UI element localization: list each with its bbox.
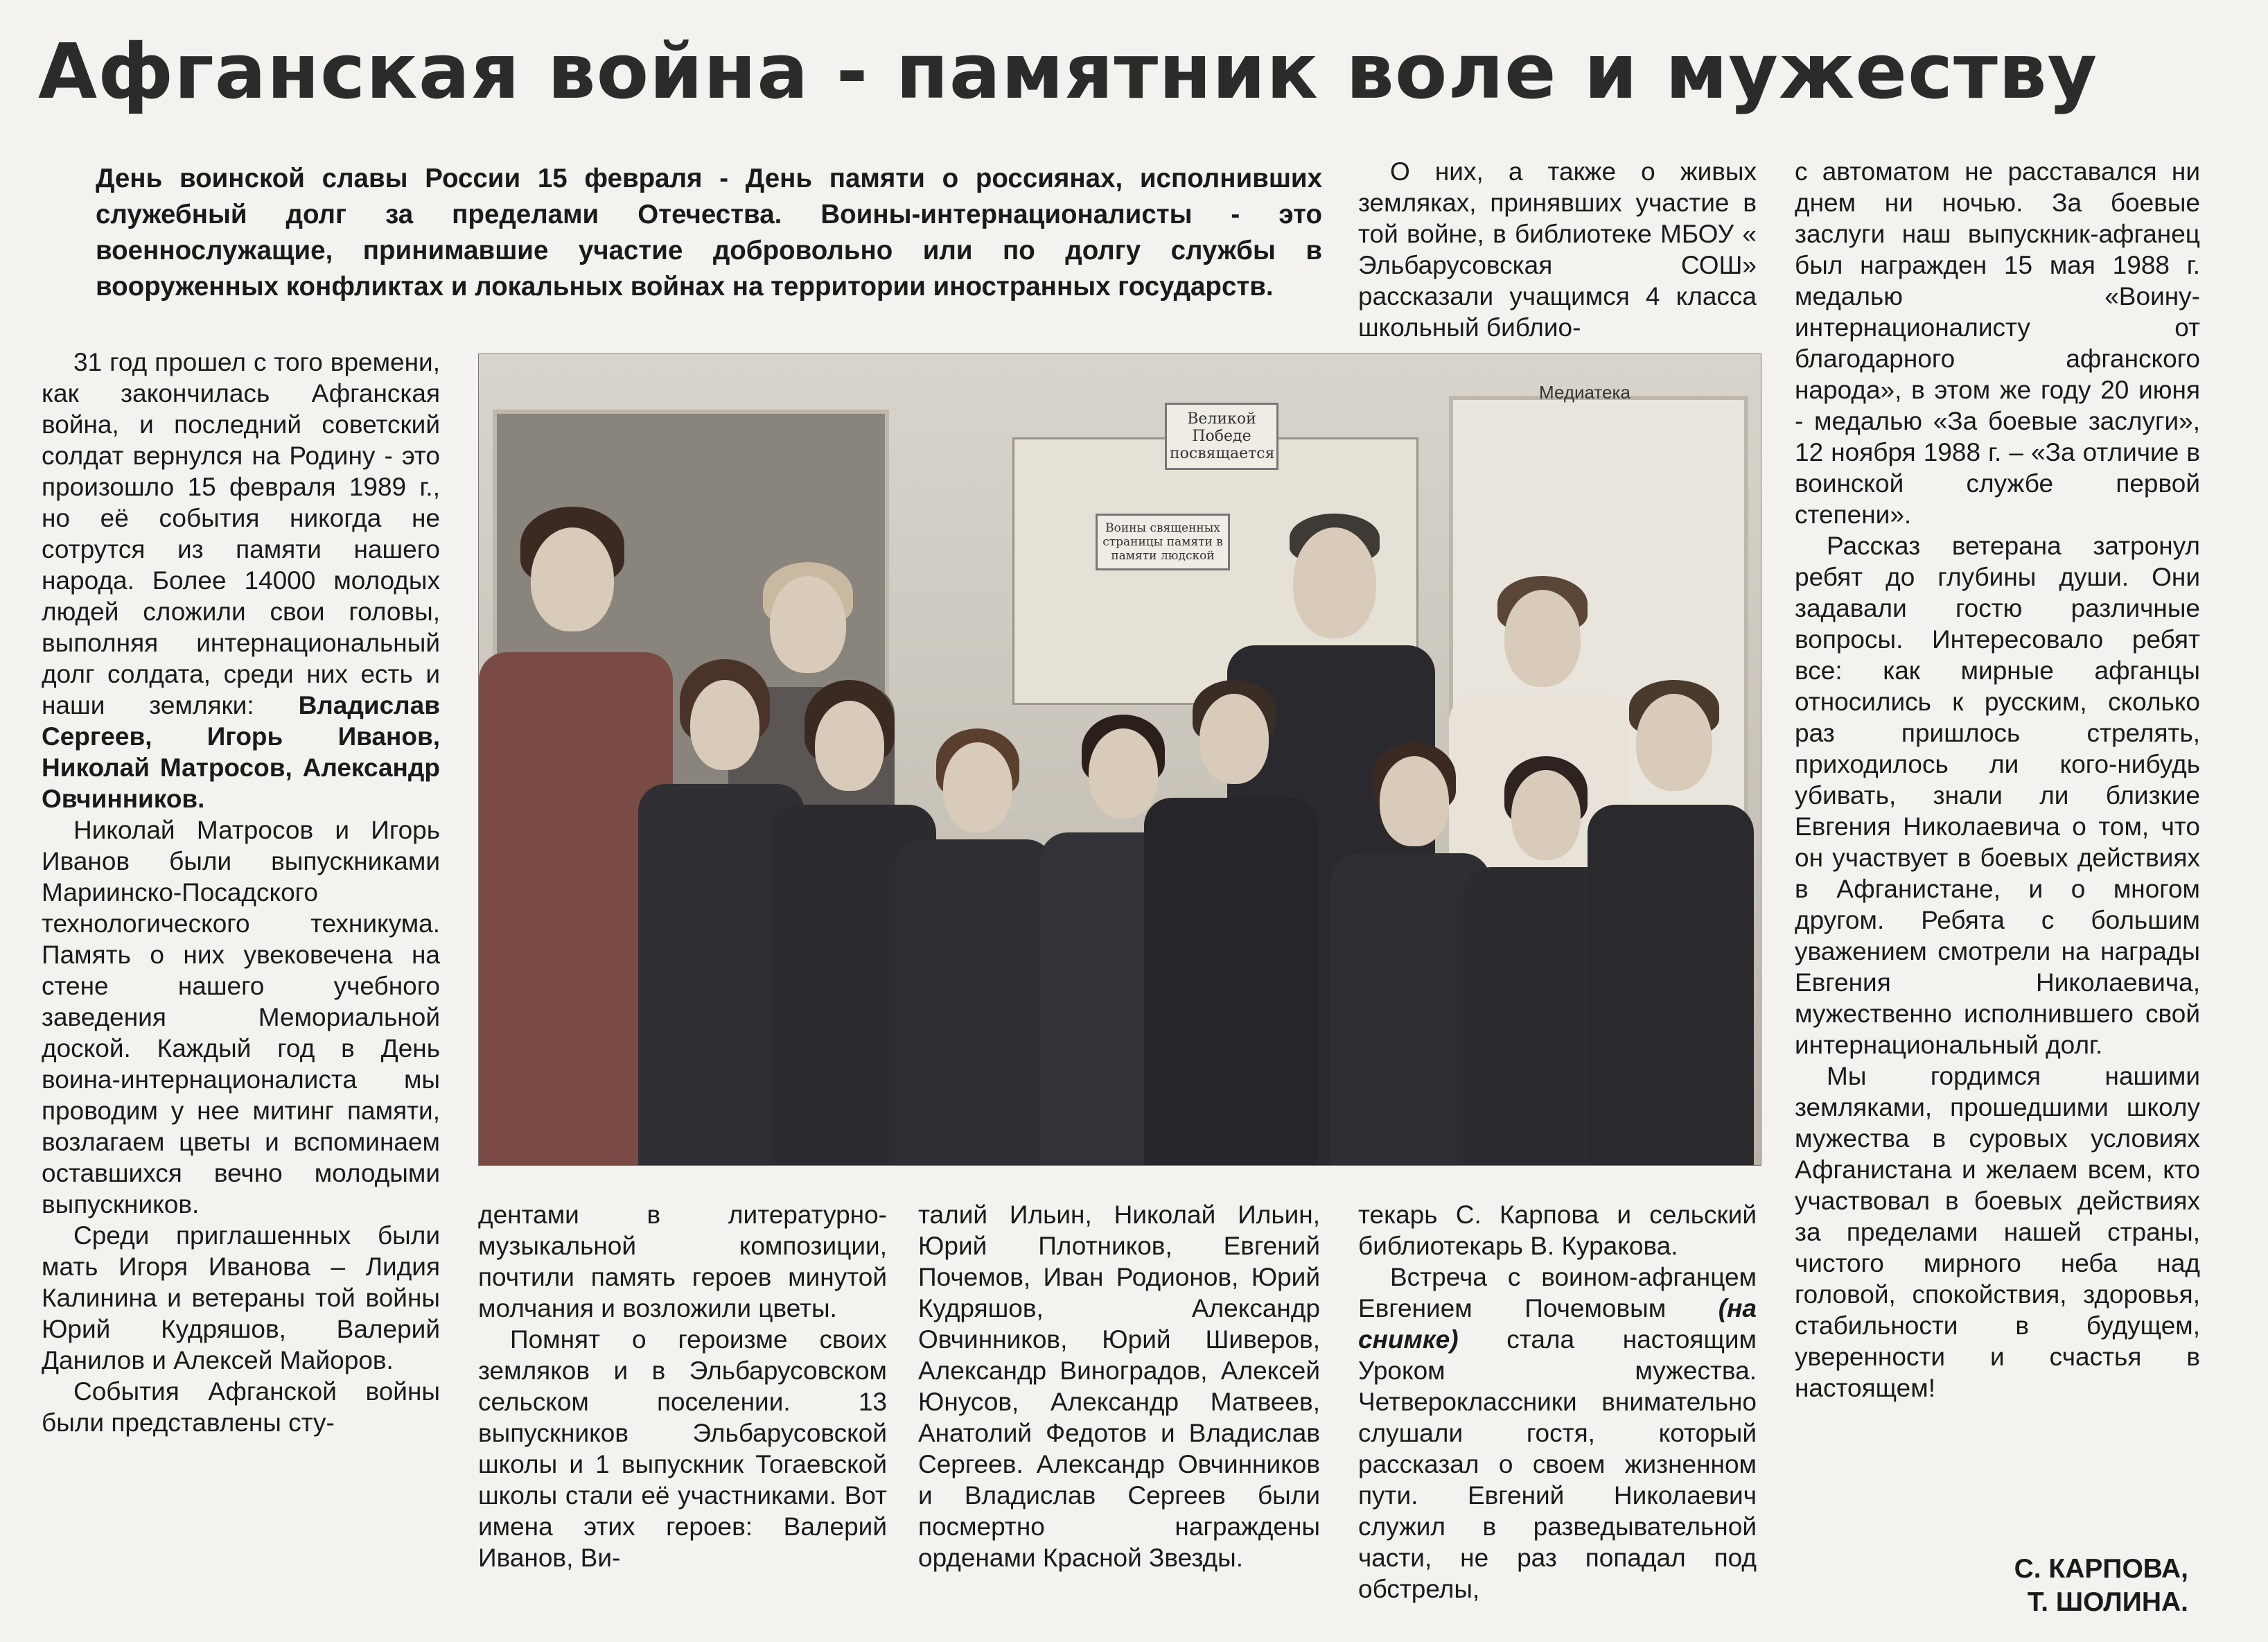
column-4 xyxy=(1358,1199,1757,1605)
column-4-top xyxy=(1358,156,1757,343)
col1-paragraph-1: 31 год прошел с того времени, как закончилась Афганская война, и последний советский солдат вернулся на Родину - это произошло 15 февраля 1989 г., но её события никогда не сотрутся из памяти нашего народа. Более 14000 молодых людей сложили свои головы, выполняя интернациональный долг солдата, среди них есть и наши земляки: Владислав Сергеев, Игорь Иванов, Николай Матросов, Александр Овчинников. xyxy=(42,348,441,813)
photo-sign: Великой Победе посвящается xyxy=(1165,403,1278,470)
photo-book-display: Воины священных страницы памяти в памяти людской xyxy=(1096,514,1230,570)
column-1 xyxy=(42,347,440,1438)
col5-paragraph-1: с автоматом не расставался ни днем ни ночью. За боевые заслуги наш выпускник-афганец был награжден 15 мая 1988 г. медалью «Воину-интернационалисту от благодарного афганского народа», в этом же году 20 июня - медалью «За боевые заслуги», 12 ноября 1988 г. – «За отличие в воинской службе первой степени». xyxy=(1795,157,2200,529)
col4-paragraph-1: текарь С. Карпова и сельский библиотекарь В. Куракова. xyxy=(1358,1200,1757,1260)
col5-paragraph-2: Рассказ ветерана затронул ребят до глубины души. Они задавали гостю различные вопросы. Интересовало ребят все: как мирные афганцы относились к русским, сколько раз пришлось стрелять, приходилось ли кого-нибудь убивать, знали ли близкие Евгения Николаевича о том, что он участвует в боевых действиях в Афганистане, и о многом другом. Ребята с большим уважением смотрели на награды Евгения Николаевича, мужественно исполнившего свой интернациональный долг. xyxy=(1795,532,2200,1059)
col3-paragraph-1: талий Ильин, Николай Ильин, Юрий Плотников, Евгений Почемов, Иван Родионов, Юрий Кудряшов, Александр Овчинников, Юрий Шиверов, Александр Виноградов, Алексей Юнусов, Александр Матвеев, Анатолий Федотов и Владислав Сергеев. Александр Овчинников и Владислав Сергеев были посмертно награждены орденами Красной Звезды. xyxy=(918,1200,1320,1572)
photo-room-label: Медиатека xyxy=(1539,382,1630,403)
col5-paragraph-3: Мы гордимся нашими земляками, прошедшими школу мужества в суровых условиях Афганистана и желаем всем, кто участвовал в боевых действиях за пределами нашей страны, чистого мирного неба над головой, спокойствия, здоровья, стабильности в будущем, уверенности и счастья в настоящем! xyxy=(1795,1062,2200,1402)
column-2 xyxy=(478,1199,887,1573)
col4-paragraph-2: Встреча с воином-афганцем Евгением Почемовым (на снимке) стала настоящим Уроком мужества. Четвероклассники внимательно слушали гостя, который рассказал о своем жизненном пути. Евгений Николаевич служил в разведывательной части, не раз попадал под обстрелы, xyxy=(1358,1263,1757,1603)
col1-names-bold: Владислав Сергеев, Игорь Иванов, Николай Матросов, Александр Овчинников. xyxy=(42,691,441,813)
article-photo xyxy=(478,353,1761,1166)
byline-author-2: Т. ШОЛИНА. xyxy=(2027,1587,2188,1617)
column-3 xyxy=(918,1199,1320,1573)
col1-paragraph-3: Среди приглашенных были мать Игоря Иванова – Лидия Калинина и ветераны той войны Юрий Кудряшов, Валерий Данилов и Алексей Майоров. xyxy=(42,1221,440,1374)
col4-paragraph-top: О них, а также о живых земляках, принявших участие в той войне, в библиотеке МБОУ « Эльбарусовская СОШ» рассказали учащимся 4 класса школьный библио- xyxy=(1358,157,1757,342)
byline-author-1: С. КАРПОВА, xyxy=(2014,1554,2188,1584)
column-5 xyxy=(1795,156,2200,1404)
col2-paragraph-2: Помнят о героизме своих земляков и в Эльбарусовском сельском поселении. 13 выпускников Эльбарусовской школы и 1 выпускник Тогаевской школы стали её участниками. Вот имена этих героев: Валерий Иванов, Ви- xyxy=(478,1325,887,1572)
col4-photo-caption-ref: (на снимке) xyxy=(1358,1294,1757,1354)
col1-paragraph-4: События Афганской войны были представлены сту- xyxy=(42,1377,440,1437)
col1-paragraph-2: Николай Матросов и Игорь Иванов были выпускниками Мариинско-Посадского технологического техникума. Память о них увековечена на стене нашего учебного заведения Мемориальной доской. Каждый год в День воина-интернационалиста мы проводим у нее митинг памяти, возлагаем цветы и вспоминаем оставшихся вечно молодыми выпускников. xyxy=(42,816,440,1219)
byline xyxy=(2014,1553,2188,1619)
headline: Афганская война - памятник воле и мужеству xyxy=(38,27,2098,116)
lead-paragraph: День воинской славы России 15 февраля - День памяти о россиянах, исполнивших служебный долг за пределами Отечества. Воины-интернационалисты - это военнослужащие, принимавшие участие добровольно или по долгу службы в вооруженных конфликтах и локальных войнах на территории иностранных государств. xyxy=(96,164,1322,302)
col2-paragraph-1: дентами в литературно-музыкальной композиции, почтили память героев минутой молчания и возложили цветы. xyxy=(478,1200,887,1322)
